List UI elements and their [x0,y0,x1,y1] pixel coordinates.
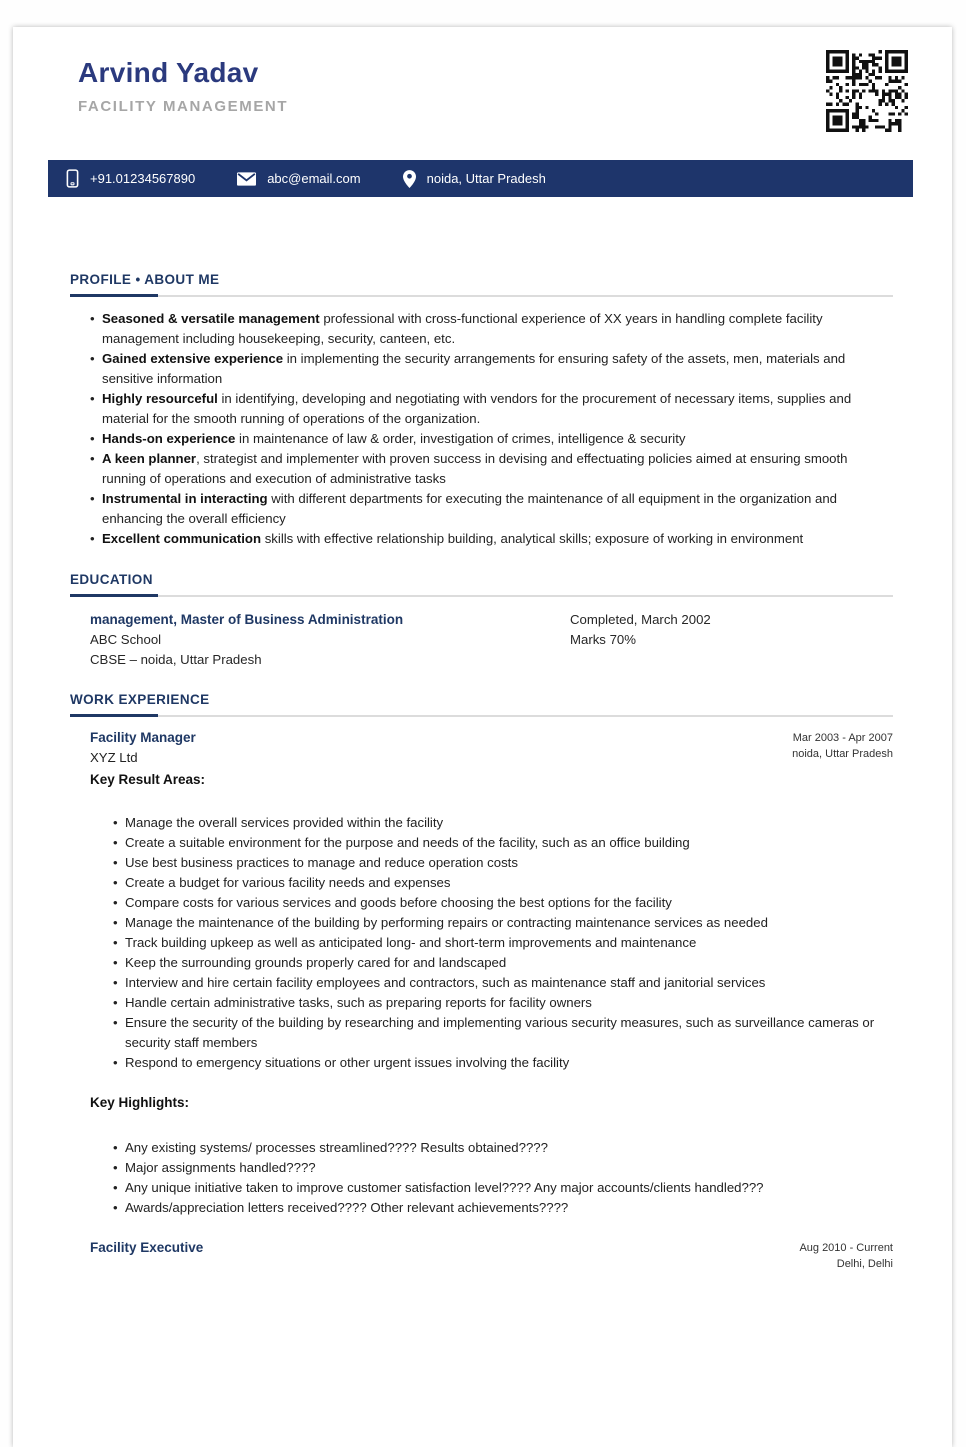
section-work-experience [70,692,893,1272]
candidate-role: FACILITY MANAGEMENT [78,98,289,115]
highlights-label: Key Highlights: [90,1095,190,1110]
profile-bullet: • Seasoned & versatile management professional with cross-functional experience of XX years in handling complete facility management including housekeeping, security, canteen, etc. [90,309,893,349]
job-entry [70,1240,893,1272]
rule-accent [70,594,158,597]
education-school: ABC School [90,632,162,647]
job-title: Facility Manager [90,730,196,745]
profile-bullet: • Instrumental in interacting with different departments for executing the maintenance of all equipment in the organization and enhancing the overall efficiency [90,489,893,529]
section-rule [70,715,893,717]
profile-bullet: • Hands-on experience in maintenance of law & order, investigation of crimes, intelligence & security [90,429,893,449]
education-marks: Marks 70% [570,632,636,647]
work-heading: WORK EXPERIENCE [70,692,210,707]
profile-bullet: • Gained extensive experience in implementing the security arrangements for ensuring safety of the assets, men, materials and sensitive information [90,349,893,389]
education-heading: EDUCATION [70,572,153,587]
kra-bullet: • Interview and hire certain facility employees and contractors, such as maintenance staff and janitorial services [113,973,893,993]
profile-bullet: • Excellent communication skills with effective relationship building, analytical skills; exposure of working in environment [90,529,893,549]
resume-header [13,27,952,115]
job-meta [792,730,893,765]
kra-bullet: • Ensure the security of the building by researching and implementing various security measures, such as surveillance cameras or security staff members [113,1013,893,1053]
education-entry [90,610,893,670]
kra-bullet-list [113,813,893,1073]
kra-bullet: • Manage the overall services provided within the facility [113,813,893,833]
profile-bullet: • A keen planner, strategist and implementer with proven success in devising and effectuating policies aimed at ensuring smooth running of operations and execution of administrative tasks [90,449,893,489]
education-details [90,610,570,670]
contact-phone-text: +91.01234567890 [90,171,196,186]
rule-accent [70,714,158,717]
section-profile [70,272,893,549]
job-title: Facility Executive [90,1240,204,1255]
profile-bullet: • Highly resourceful in identifying, developing and negotiating with vendors for the procurement of necessary items, supplies and material for the smooth running of operations of the organization. [90,389,893,429]
rule-accent [70,294,158,297]
job-dates: Mar 2003 - Apr 2007 [792,732,893,744]
job-entry [70,730,893,765]
resume-page [13,27,952,1447]
job-location: noida, Uttar Pradesh [792,748,893,760]
highlight-bullet: • Awards/appreciation letters received???? Other relevant achievements???? [113,1198,893,1218]
contact-location [403,170,546,188]
contact-bar [48,160,913,197]
profile-bullet-list [90,309,893,549]
phone-icon [66,169,79,188]
contact-location-text: noida, Uttar Pradesh [426,171,546,186]
section-rule [70,295,893,297]
job-main [70,730,196,765]
mail-icon [237,172,256,186]
job-dates: Aug 2010 - Current [799,1242,893,1254]
kra-label: Key Result Areas: [90,772,206,787]
kra-bullet: • Create a suitable environment for the purpose and needs of the facility, such as an office building [113,833,893,853]
qr-code [826,50,908,132]
kra-bullet: • Compare costs for various services and goods before choosing the best options for the facility [113,893,893,913]
profile-heading: PROFILE • ABOUT ME [70,272,220,287]
highlight-bullet: • Any existing systems/ processes streamlined???? Results obtained???? [113,1138,893,1158]
education-degree: management, Master of Business Administration [90,612,404,627]
contact-email-text: abc@email.com [267,171,361,186]
location-pin-icon [403,170,416,188]
kra-bullet: • Create a budget for various facility needs and expenses [113,873,893,893]
contact-phone [66,169,195,188]
candidate-name: Arvind Yadav [78,57,259,88]
kra-bullet: • Track building upkeep as well as anticipated long- and short-term improvements and maintenance [113,933,893,953]
resume-body [13,272,952,1272]
education-board: CBSE – noida, Uttar Pradesh [90,652,262,667]
kra-bullet: • Handle certain administrative tasks, such as preparing reports for facility owners [113,993,893,1013]
job-meta [799,1240,893,1272]
education-meta [570,610,711,670]
highlights-bullet-list [113,1138,893,1218]
highlight-bullet: • Major assignments handled???? [113,1158,893,1178]
contact-email [237,171,360,186]
kra-bullet: • Respond to emergency situations or other urgent issues involving the facility [113,1053,893,1073]
kra-bullet: • Manage the maintenance of the building by performing repairs or contracting maintenance services as needed [113,913,893,933]
job-main [70,1240,203,1272]
job-company: XYZ Ltd [90,750,138,765]
job-location: Delhi, Delhi [836,1258,893,1270]
section-rule [70,595,893,597]
kra-bullet: • Keep the surrounding grounds properly cared for and landscaped [113,953,893,973]
highlight-bullet: • Any unique initiative taken to improve customer satisfaction level???? Any major accounts/clients handled??? [113,1178,893,1198]
kra-bullet: • Use best business practices to manage and reduce operation costs [113,853,893,873]
section-education [70,572,893,670]
education-completed: Completed, March 2002 [570,612,711,627]
